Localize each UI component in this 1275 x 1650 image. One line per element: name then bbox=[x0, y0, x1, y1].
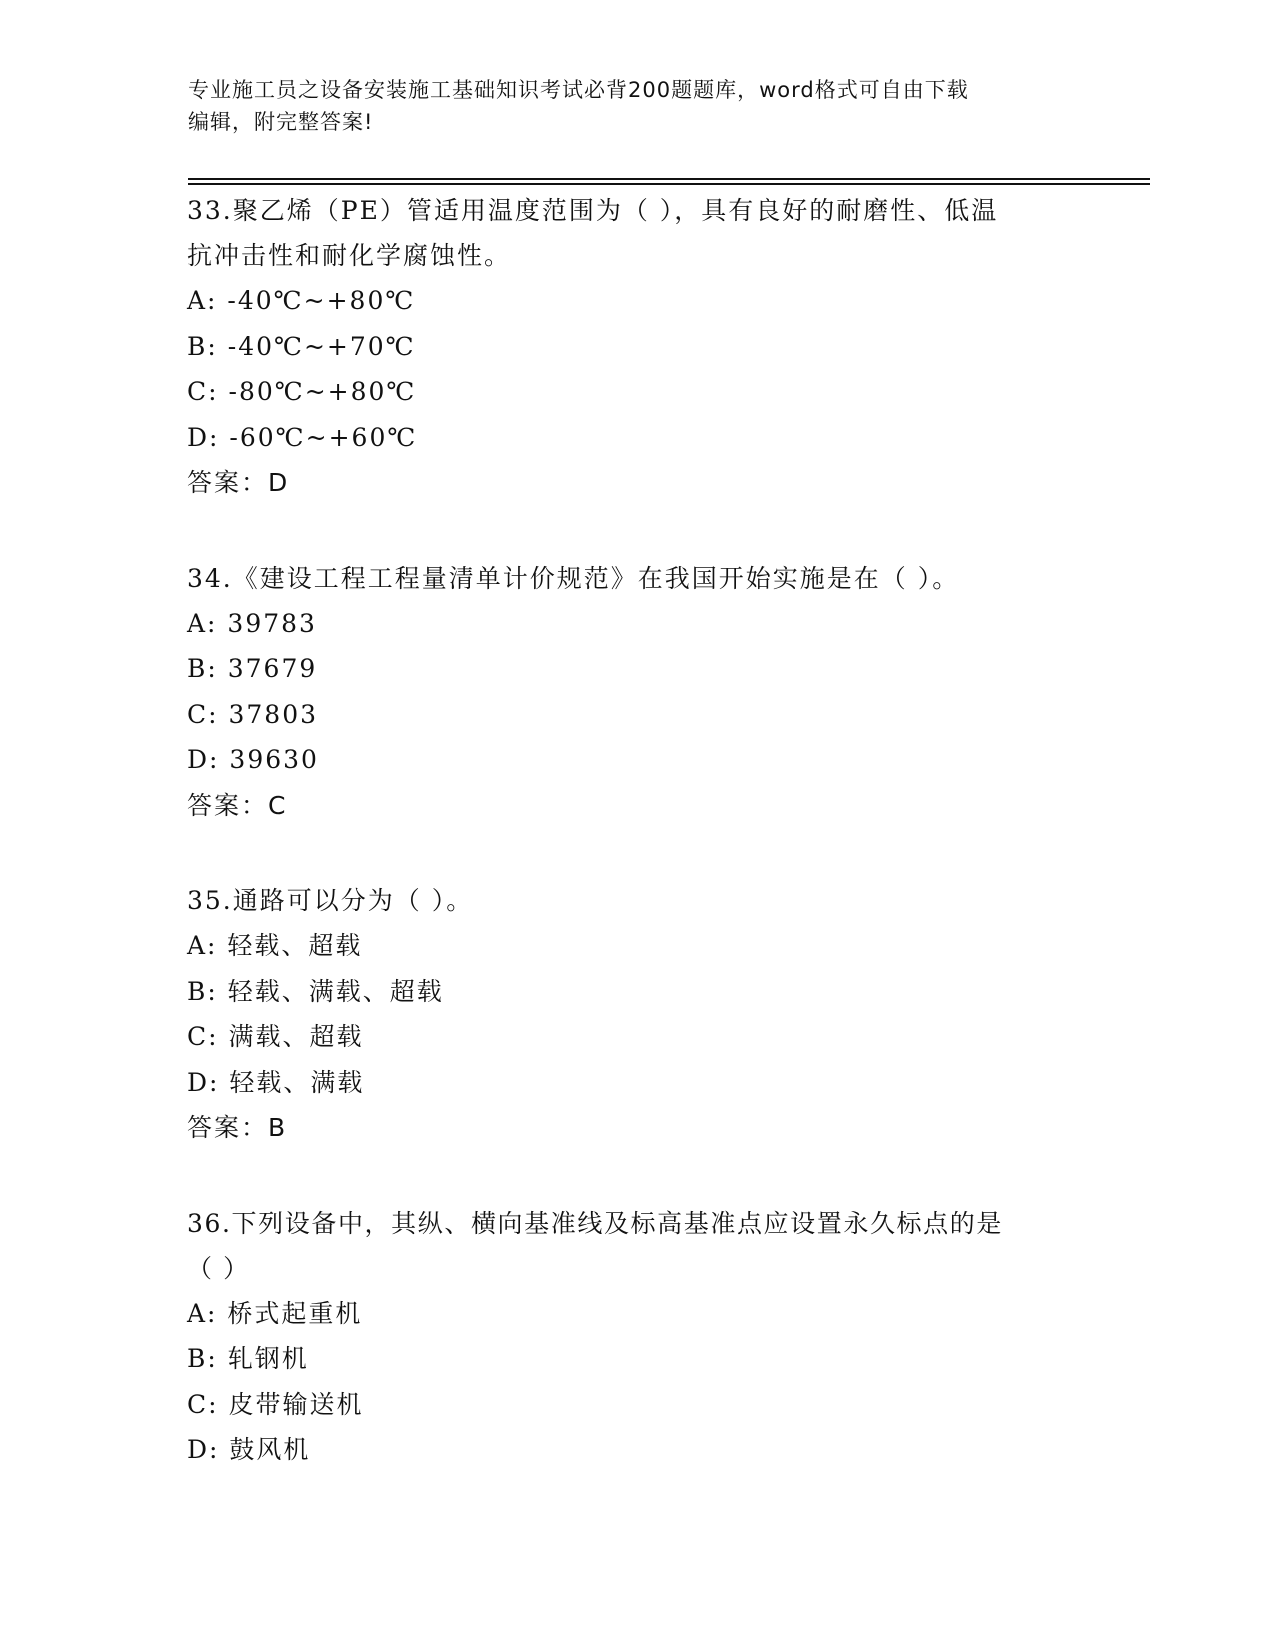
question-stem: 33.聚乙烯（PE）管适用温度范围为（ ），具有良好的耐磨性、低温 bbox=[187, 196, 999, 225]
option-d: D: -60℃~+60℃ bbox=[187, 422, 418, 452]
option-c: C: 37803 bbox=[187, 699, 319, 729]
option-a: A: 轻载、超载 bbox=[187, 931, 363, 960]
question-stem-continued: 抗冲击性和耐化学腐蚀性。 bbox=[187, 241, 512, 270]
document-header bbox=[188, 74, 1068, 138]
question-35 bbox=[187, 878, 1087, 1151]
option-c: C: 皮带输送机 bbox=[187, 1389, 364, 1419]
header-title-line-2: 编辑，附完整答案! bbox=[188, 110, 374, 134]
option-c: C: 满载、超载 bbox=[187, 1022, 364, 1051]
option-b: B: 轧钢机 bbox=[187, 1344, 309, 1373]
option-a: A: -40℃~+80℃ bbox=[187, 286, 416, 315]
option-d: D: 轻载、满载 bbox=[187, 1067, 365, 1097]
option-b: B: 轻载、满载、超载 bbox=[187, 976, 444, 1006]
question-stem: 35.通路可以分为（ ）。 bbox=[187, 886, 474, 915]
question-33 bbox=[187, 188, 1087, 506]
option-b: B: -40℃~+70℃ bbox=[187, 331, 416, 361]
question-34 bbox=[187, 556, 1087, 829]
header-divider-top bbox=[188, 178, 1150, 180]
header-divider-bottom bbox=[188, 183, 1150, 185]
option-d: D: 鼓风机 bbox=[187, 1435, 311, 1464]
option-a: A: 39783 bbox=[187, 608, 317, 638]
option-c: C: -80℃~+80℃ bbox=[187, 377, 417, 406]
header-title-line-1: 专业施工员之设备安装施工基础知识考试必背200题题库，word格式可自由下载 bbox=[188, 78, 969, 102]
answer-label: 答案：D bbox=[187, 468, 290, 497]
option-b: B: 37679 bbox=[187, 654, 318, 683]
question-stem: 36.下列设备中，其纵、横向基准线及标高基准点应设置永久标点的是 bbox=[187, 1208, 1003, 1238]
answer-label: 答案：B bbox=[187, 1113, 288, 1142]
question-stem: 34.《建设工程工程量清单计价规范》在我国开始实施是在（ ）。 bbox=[187, 563, 960, 593]
question-36 bbox=[187, 1201, 1087, 1473]
question-stem-continued: （ ） bbox=[187, 1253, 250, 1283]
option-a: A: 桥式起重机 bbox=[187, 1298, 363, 1328]
answer-label: 答案：C bbox=[187, 790, 288, 820]
question-list bbox=[187, 188, 1087, 1473]
option-d: D: 39630 bbox=[187, 745, 319, 774]
